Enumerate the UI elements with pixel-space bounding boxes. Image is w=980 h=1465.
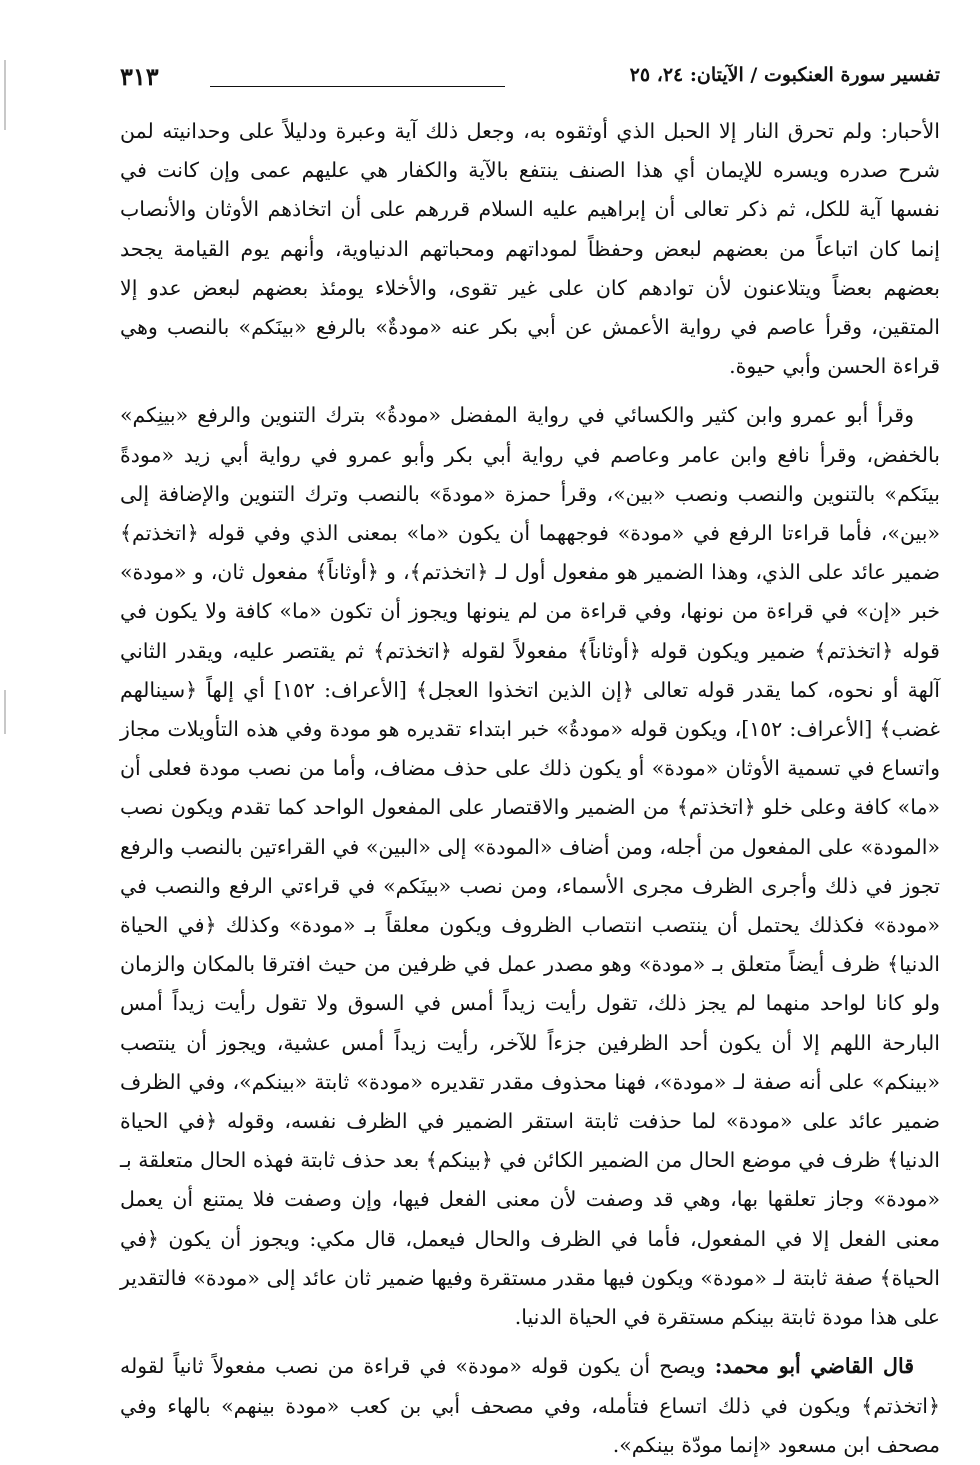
paragraph-text: ويصح أن يكون قوله «مودة» في قراءة من نصب مفعولاً ثانياً لقوله ﴿اتخذتم﴾ ويكون في ذلك اتساع فتأمله، وفي مصحف أبي بن كعب «مودة بينهم» بالهاء وفي مصحف ابن مسعود «إنما مودّة بينكم».	[120, 1354, 940, 1457]
paragraph-3	[120, 1347, 940, 1465]
running-header	[120, 62, 940, 98]
paragraph-1	[120, 112, 940, 386]
paragraph-lead: قال القاضي أبو محمد:	[714, 1354, 914, 1379]
scan-edge-mark	[4, 690, 6, 734]
page-number: ٣١٣	[120, 62, 159, 91]
header-title: تفسير سورة العنكبوت / الآيتان: ٢٤، ٢٥	[629, 64, 940, 86]
scan-edge-mark	[4, 60, 6, 130]
paragraph-text: الأحبار: ولم تحرق النار إلا الحبل الذي أوثقوه به، وجعل ذلك آية وعبرة ودليلاً على وحدانيته لمن شرح صدره ويسره للإيمان أي هذا الصنف ينتفع بالآية والكفار هي عليهم عمى وإن كانت في نفسها آية للكل، ثم ذكر تعالى أن إبراهيم عليه السلام قررهم على أن اتخاذهم الأوثان والأنصاب إنما كان اتباعاً من بعضهم لبعض وحفظاً لموداتهم ومحباتهم الدنياوية، وأنهم يوم القيامة يجحد بعضهم بعضاً ويتلاعنون لأن توادهم كان على غير تقوى، والأخلاء يومئذ بعضهم لبعض عدو إلا المتقين، وقرأ عاصم في رواية الأعمش عن أبي بكر عنه «مودةٌ» بالرفع «بينَكم» بالنصب وهي قراءة الحسن وأبي حيوة.	[120, 119, 940, 379]
body-text	[120, 112, 940, 1465]
paragraph-text: وقرأ أبو عمرو وابن كثير والكسائي في رواية المفضل «مودةُ» بترك التنوين والرفع «بينِكم» بالخفض، وقرأ نافع وابن عامر وعاصم في رواية أبي بكر وأبو عمرو في رواية أبي زيد «مودةً بينَكم» بالتنوين والنصب ونصب «بين»، وقرأ حمزة «مودةَ» بالنصب وترك التنوين والإضافة إلى «بين»، فأما قراءتا الرفع في «مودة» فوجههما أن يكون «ما» بمعنى الذي وفي قوله ﴿اتخذتم﴾ ضمير عائد على الذي، وهذا الضمير هو مفعول أول لـ ﴿اتخذتم﴾، و ﴿أوثاناً﴾ مفعول ثان، و «مودة» خبر «إن» في قراءة من نونها، وفي قراءة من لم ينونها ويجوز أن تكون «ما» كافة ولا يكون في قوله ﴿اتخذتم﴾ ضمير ويكون قوله ﴿أوثاناً﴾ مفعولاً لقوله ﴿اتخذتم﴾ ثم يقتصر عليه، ويقدر الثاني آلهة أو نحوه، كما يقدر قوله تعالى ﴿إن الذين اتخذوا العجل﴾ [الأعراف: ١٥٢] أي إلهاً ﴿سينالهم غضب﴾ [الأعراف: ١٥٢]، ويكون قوله «مودةُ» خبر ابتداء تقديره هو مودة وفي هذه التأويلات مجاز واتساع في تسمية الأوثان «مودة» أو يكون ذلك على حذف مضاف، وأما من نصب مودة فعلى أن «ما» كافة وعلى خلو ﴿اتخذتم﴾ من الضمير والاقتصار على المفعول الواحد كما تقدم ويكون نصب «المودة» على المفعول من أجله، ومن أضاف «المودة» إلى «البين» في القراءتين بالنصب والرفع تجوز في ذلك وأجرى الظرف مجرى الأسماء، ومن نصب «بينَكم» في قراءتي الرفع والنصب في «مودة» فكذلك يحتمل أن ينتصب انتصاب الظروف ويكون معلقاً بـ «مودة» وكذلك ﴿في الحياة الدنيا﴾ ظرف أيضاً متعلق بـ «مودة» وهو مصدر عمل في ظرفين من حيث افترقا بالمكان والزمان ولو كانا لواحد منهما لم يجز ذلك، تقول رأيت زيداً أمس في السوق ولا تقول رأيت زيداً أمس البارحة اللهم إلا أن يكون أحد الظرفين جزءاً للآخر، رأيت زيداً أمس عشية، ويجوز أن ينتصب «بينكم» على أنه صفة لـ «مودة»، فهنا محذوف مقدر تقديره «مودة» ثابتة «بينكم»، وفي الظرف ضمير عائد على «مودة» لما حذفت ثابتة استقر الضمير في الظرف نفسه، وقوله ﴿في الحياة الدنيا﴾ ظرف في موضع الحال من الضمير الكائن في ﴿بينكم﴾ بعد حذف ثابتة فهذه الحال متعلقة بـ «مودة» وجاز تعلقها بها، وهي قد وصفت لأن معنى الفعل فيها، وإن وصفت فلا يمتنع أن يعمل معنى الفعل إلا في المفعول، فأما في الظرف والحال فيعمل، قال مكي: ويجوز أن يكون ﴿في الحياة﴾ صفة ثابتة لـ «مودة» ويكون فيها مقدر مستقرة وفيها ضمير ثان عائد إلى «مودة» فالتقدير على هذا مودة ثابتة بينكم مستقرة في الحياة الدنيا.	[120, 403, 940, 1330]
header-rule	[210, 86, 505, 87]
paragraph-2	[120, 396, 940, 1337]
